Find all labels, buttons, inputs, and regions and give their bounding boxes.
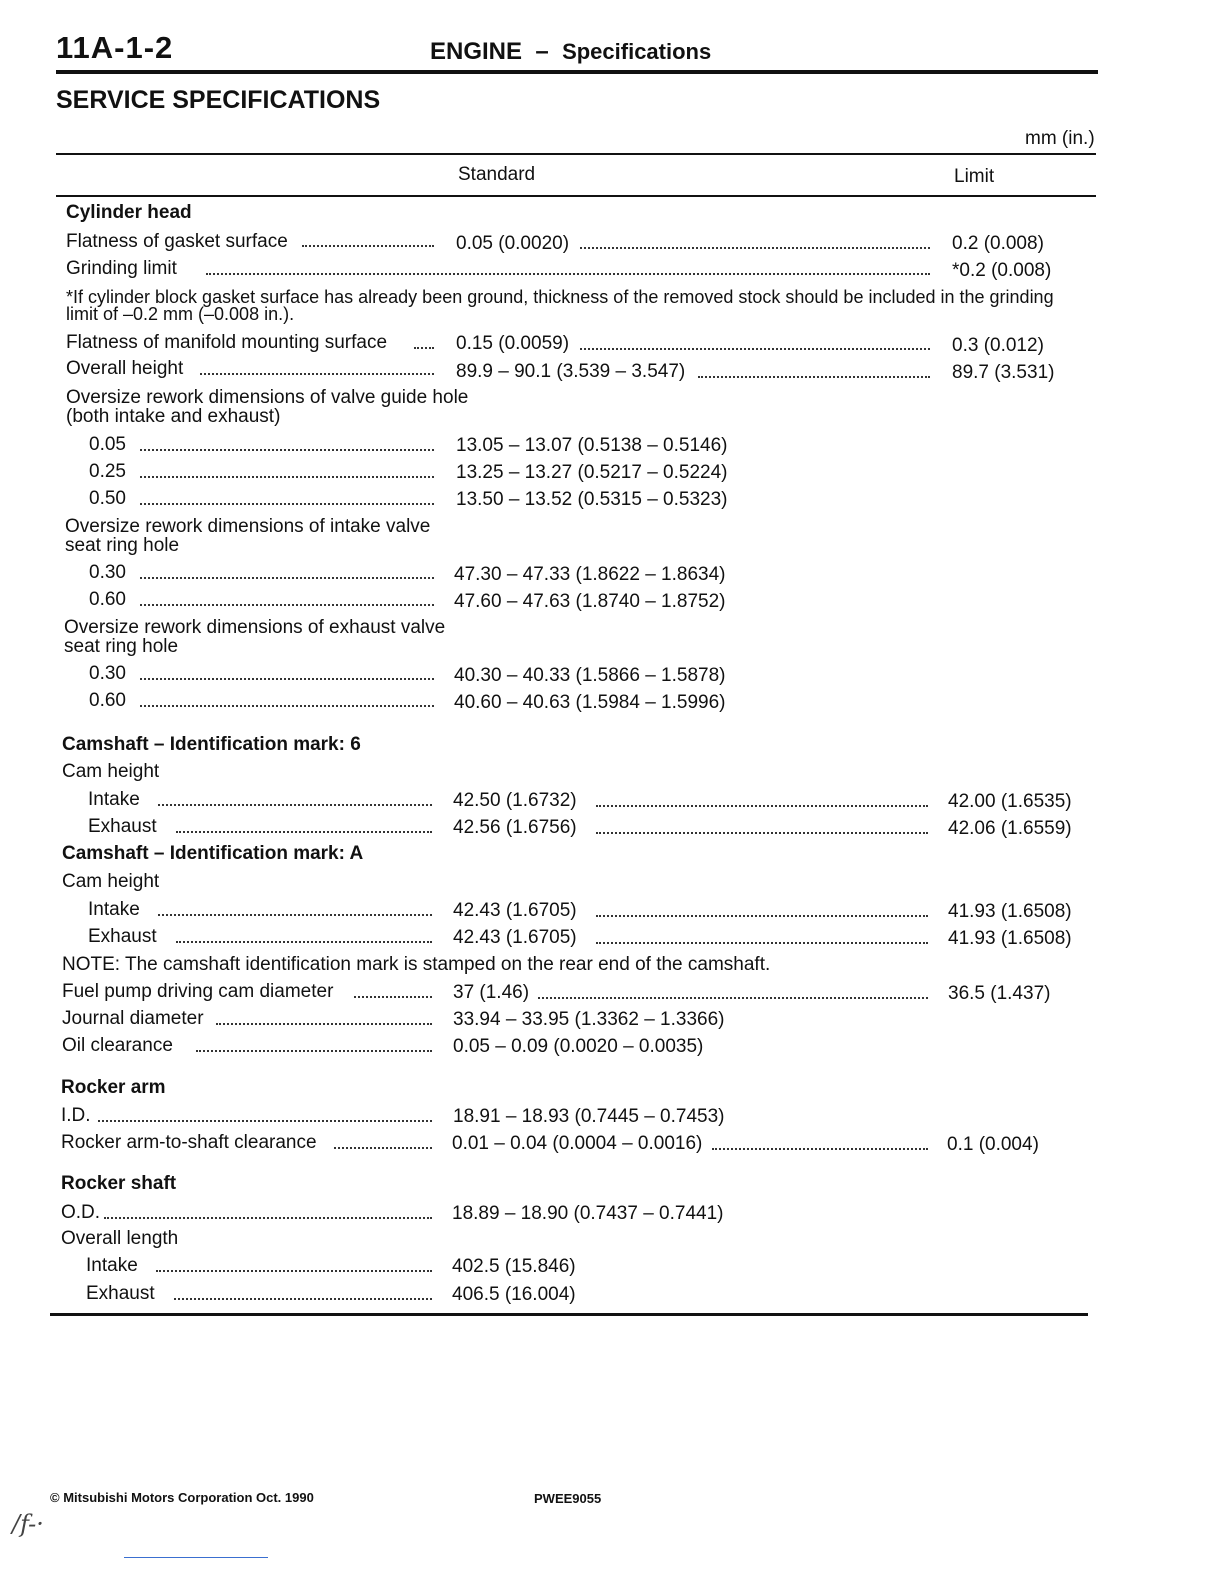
cam6-intake-standard: 42.50 (1.6732) xyxy=(453,790,577,811)
intake-seat-size: 0.30 xyxy=(89,562,126,583)
intake-seat-value: 47.30 – 47.33 (1.8622 – 1.8634) xyxy=(454,564,726,585)
camshaft-note: NOTE: The camshaft identification mark is stamped on the rear end of the camshaft. xyxy=(62,954,771,975)
valve-guide-size: 0.25 xyxy=(89,461,126,482)
handwritten-mark: /f-· xyxy=(12,1510,44,1538)
leader-dots xyxy=(538,997,928,999)
chapter-heading xyxy=(430,38,711,66)
page-number: 11A-1-2 xyxy=(56,30,174,65)
rocker-shaft-heading: Rocker shaft xyxy=(61,1173,177,1194)
leader-dots xyxy=(158,804,432,806)
leader-dots xyxy=(176,831,432,833)
rocker-arm-id-standard: 18.91 – 18.93 (0.7445 – 0.7453) xyxy=(453,1106,725,1127)
leader-dots xyxy=(140,705,434,707)
camshaft-a-heading: Camshaft – Identification mark: A xyxy=(62,843,364,864)
leader-dots xyxy=(104,1217,432,1219)
cam6-exhaust-standard: 42.56 (1.6756) xyxy=(453,817,577,838)
valve-guide-value: 13.50 – 13.52 (0.5315 – 0.5323) xyxy=(456,489,728,510)
leader-dots xyxy=(206,273,930,275)
table-top-rule xyxy=(56,153,1096,155)
journal-diameter-standard: 33.94 – 33.95 (1.3362 – 1.3366) xyxy=(453,1009,725,1030)
rocker-arm-id-label: I.D. xyxy=(61,1105,91,1126)
leader-dots xyxy=(158,914,432,916)
valve-guide-value: 13.05 – 13.07 (0.5138 – 0.5146) xyxy=(456,435,728,456)
grinding-limit-label: Grinding limit xyxy=(66,258,177,279)
flatness-gasket-standard: 0.05 (0.0020) xyxy=(456,233,570,254)
grinding-note: *If cylinder block gasket surface has already been ground, thickness of the removed stock should be included in the grinding limit of –0.2 mm (–0.008 in.). xyxy=(66,287,1054,324)
leader-dots xyxy=(176,941,432,943)
page-title: SERVICE SPECIFICATIONS xyxy=(56,86,381,114)
leader-dots xyxy=(156,1270,432,1272)
leader-dots xyxy=(596,942,928,944)
chapter-separator: – xyxy=(535,38,549,65)
header-bottom-rule xyxy=(56,195,1096,197)
column-limit: Limit xyxy=(954,166,995,187)
cam-height-label: Cam height xyxy=(62,761,160,782)
exhaust-seat-label-2: seat ring hole xyxy=(64,636,179,657)
fuel-pump-cam-label: Fuel pump driving cam diameter xyxy=(62,981,334,1002)
leader-dots xyxy=(414,347,434,349)
leader-dots xyxy=(216,1023,432,1025)
rocker-clearance-limit: 0.1 (0.004) xyxy=(947,1134,1039,1155)
leader-dots xyxy=(140,678,434,680)
cam6-intake-limit: 42.00 (1.6535) xyxy=(948,791,1072,812)
grinding-limit-value: *0.2 (0.008) xyxy=(952,260,1052,281)
leader-dots xyxy=(200,373,434,375)
camA-exhaust-standard: 42.43 (1.6705) xyxy=(453,927,577,948)
valve-guide-size: 0.05 xyxy=(89,434,126,455)
flatness-manifold-standard: 0.15 (0.0059) xyxy=(456,333,570,354)
footer-copyright: © Mitsubishi Motors Corporation Oct. 1990 xyxy=(50,1490,314,1505)
oil-clearance-label: Oil clearance xyxy=(62,1035,173,1056)
leader-dots xyxy=(354,996,432,998)
cam6-exhaust-limit: 42.06 (1.6559) xyxy=(948,818,1072,839)
leader-dots xyxy=(596,832,928,834)
shaft-intake-standard: 402.5 (15.846) xyxy=(452,1256,576,1277)
chapter-section: Specifications xyxy=(562,39,712,64)
camA-intake-label: Intake xyxy=(88,899,140,920)
column-standard: Standard xyxy=(458,164,536,185)
leader-dots xyxy=(698,376,930,378)
rocker-arm-heading: Rocker arm xyxy=(61,1077,166,1098)
camA-intake-standard: 42.43 (1.6705) xyxy=(453,900,577,921)
leader-dots xyxy=(140,503,434,505)
intake-seat-value: 47.60 – 47.63 (1.8740 – 1.8752) xyxy=(454,591,726,612)
rocker-clearance-standard: 0.01 – 0.04 (0.0004 – 0.0016) xyxy=(452,1133,703,1154)
intake-seat-label: Oversize rework dimensions of intake valve xyxy=(65,516,431,537)
leader-dots xyxy=(334,1147,432,1149)
valve-guide-label-2: (both intake and exhaust) xyxy=(66,406,281,427)
rocker-clearance-label: Rocker arm-to-shaft clearance xyxy=(61,1132,317,1153)
leader-dots xyxy=(98,1120,432,1122)
leader-dots xyxy=(580,348,930,350)
overall-height-limit: 89.7 (3.531) xyxy=(952,362,1055,383)
oil-clearance-standard: 0.05 – 0.09 (0.0020 – 0.0035) xyxy=(453,1036,704,1057)
exhaust-seat-value: 40.60 – 40.63 (1.5984 – 1.5996) xyxy=(454,692,726,713)
header-rule xyxy=(56,70,1098,74)
leader-dots xyxy=(712,1148,928,1150)
leader-dots xyxy=(302,245,434,247)
rocker-shaft-od-label: O.D. xyxy=(61,1202,101,1223)
leader-dots xyxy=(140,476,434,478)
fuel-pump-cam-standard: 37 (1.46) xyxy=(453,982,530,1003)
footer-code: PWEE9055 xyxy=(534,1491,602,1506)
valve-guide-value: 13.25 – 13.27 (0.5217 – 0.5224) xyxy=(456,462,728,483)
exhaust-seat-size: 0.30 xyxy=(89,663,126,684)
valve-guide-label: Oversize rework dimensions of valve guide hole xyxy=(66,387,469,408)
intake-seat-size: 0.60 xyxy=(89,589,126,610)
leader-dots xyxy=(596,915,928,917)
intake-seat-label-2: seat ring hole xyxy=(65,535,180,556)
cam-height-label: Cam height xyxy=(62,871,160,892)
camshaft-6-heading: Camshaft – Identification mark: 6 xyxy=(62,734,361,755)
shaft-intake-label: Intake xyxy=(86,1255,138,1276)
leader-dots xyxy=(580,247,930,249)
exhaust-seat-value: 40.30 – 40.33 (1.5866 – 1.5878) xyxy=(454,665,726,686)
leader-dots xyxy=(596,805,928,807)
leader-dots xyxy=(196,1050,432,1052)
leader-dots xyxy=(140,577,434,579)
camA-exhaust-label: Exhaust xyxy=(88,926,157,947)
leader-dots xyxy=(140,449,434,451)
exhaust-seat-label: Oversize rework dimensions of exhaust valve xyxy=(64,617,446,638)
shaft-exhaust-standard: 406.5 (16.004) xyxy=(452,1284,576,1305)
flatness-gasket-limit: 0.2 (0.008) xyxy=(952,233,1044,254)
camA-intake-limit: 41.93 (1.6508) xyxy=(948,901,1072,922)
overall-length-label: Overall length xyxy=(61,1228,179,1249)
cam6-exhaust-label: Exhaust xyxy=(88,816,157,837)
cylinder-head-heading: Cylinder head xyxy=(66,202,192,223)
overall-height-standard: 89.9 – 90.1 (3.539 – 3.547) xyxy=(456,361,686,382)
leader-dots xyxy=(140,604,434,606)
shaft-exhaust-label: Exhaust xyxy=(86,1283,155,1304)
flatness-manifold-label: Flatness of manifold mounting surface xyxy=(66,332,388,353)
overall-height-label: Overall height xyxy=(66,358,184,379)
units-label: mm (in.) xyxy=(1025,128,1095,149)
rocker-shaft-od-standard: 18.89 – 18.90 (0.7437 – 0.7441) xyxy=(452,1203,724,1224)
table-bottom-rule xyxy=(50,1313,1088,1316)
flatness-manifold-limit: 0.3 (0.012) xyxy=(952,335,1044,356)
camA-exhaust-limit: 41.93 (1.6508) xyxy=(948,928,1072,949)
chapter-name: ENGINE xyxy=(430,38,523,65)
cam6-intake-label: Intake xyxy=(88,789,140,810)
journal-diameter-label: Journal diameter xyxy=(62,1008,204,1029)
margin-line xyxy=(124,1557,268,1558)
flatness-gasket-label: Flatness of gasket surface xyxy=(66,231,288,252)
exhaust-seat-size: 0.60 xyxy=(89,690,126,711)
valve-guide-size: 0.50 xyxy=(89,488,126,509)
leader-dots xyxy=(174,1298,432,1300)
fuel-pump-cam-limit: 36.5 (1.437) xyxy=(948,983,1051,1004)
